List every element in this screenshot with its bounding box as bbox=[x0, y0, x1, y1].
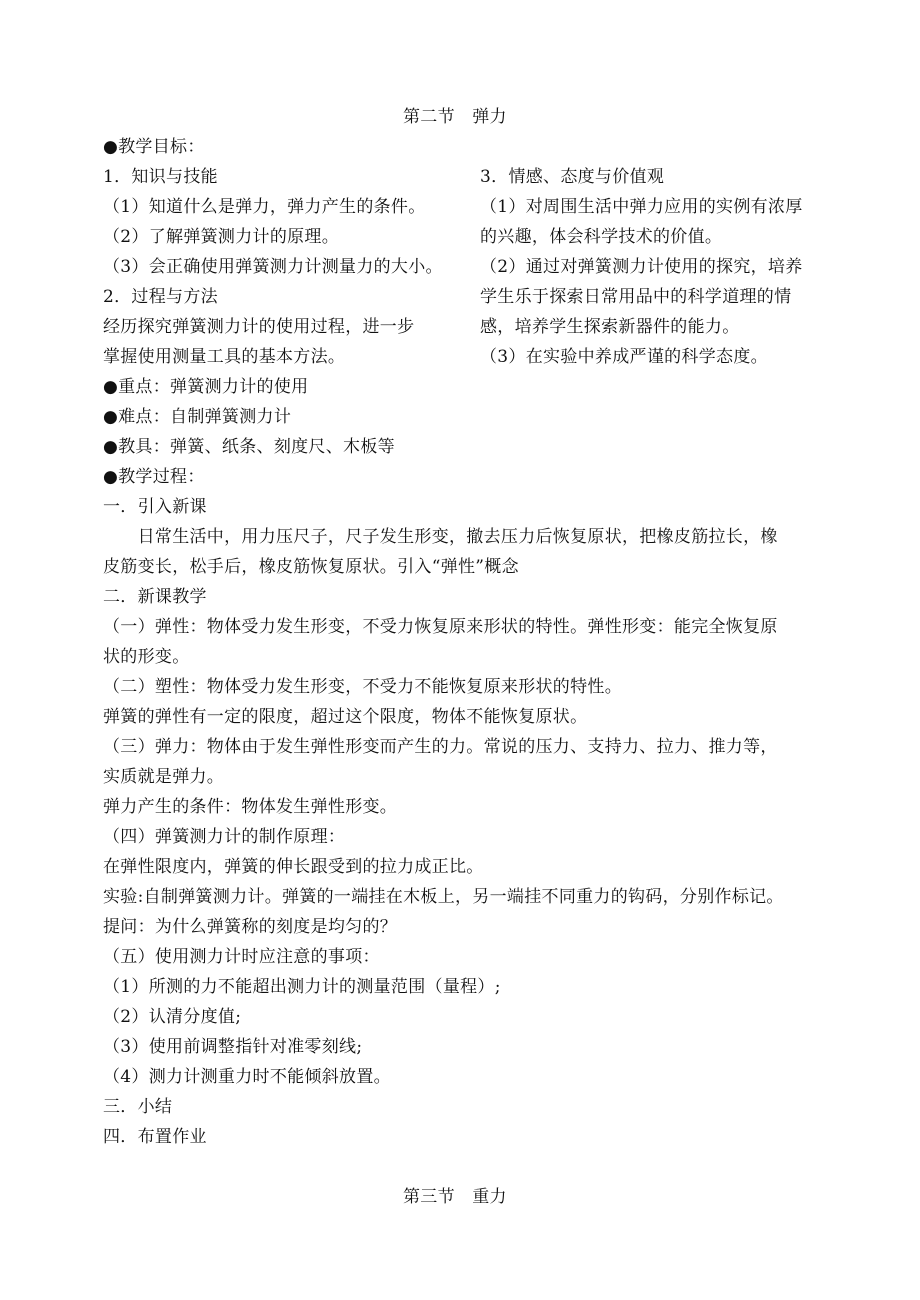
body-line: 三．小结 bbox=[103, 1097, 173, 1117]
left-line: 1．知识与技能 bbox=[103, 167, 218, 187]
right-line: （3）在实验中养成严谨的科学态度。 bbox=[480, 347, 768, 367]
body-line: （2）认清分度值; bbox=[103, 1007, 242, 1027]
left-line: （1）知道什么是弹力，弹力产生的条件。 bbox=[103, 197, 426, 217]
body-line: 二．新课教学 bbox=[103, 587, 207, 607]
body-line: （三）弹力：物体由于发生弹性形变而产生的力。常说的压力、支持力、拉力、推力等， bbox=[103, 737, 778, 757]
left-line: 经历探究弹簧测力计的使用过程，进一步 bbox=[103, 317, 415, 337]
section-2-title: 第二节 弹力 bbox=[403, 107, 507, 127]
body-line: ●难点：自制弹簧测力计 bbox=[103, 407, 292, 427]
body-line: 四．布置作业 bbox=[103, 1127, 207, 1147]
goals-heading: ●教学目标： bbox=[103, 137, 205, 157]
body-line: 一．引入新课 bbox=[103, 497, 207, 517]
body-line: 弹力产生的条件：物体发生弹性形变。 bbox=[103, 797, 398, 817]
body-line: ●教具：弹簧、纸条、刻度尺、木板等 bbox=[103, 437, 395, 457]
body-line: （1）所测的力不能超出测力计的测量范围（量程）; bbox=[103, 977, 501, 997]
body-line: ●重点：弹簧测力计的使用 bbox=[103, 377, 309, 397]
body-line: ●教学过程： bbox=[103, 467, 205, 487]
body-line: 日常生活中，用力压尺子，尺子发生形变，撤去压力后恢复原状，把橡皮筋拉长，橡 bbox=[103, 527, 778, 547]
body-line: （五）使用测力计时应注意的事项： bbox=[103, 947, 380, 967]
left-line: （2）了解弹簧测力计的原理。 bbox=[103, 227, 340, 247]
body-line: （一）弹性：物体受力发生形变，不受力恢复原来形状的特性。弹性形变：能完全恢复原 bbox=[103, 617, 778, 637]
body-line: 皮筋变长，松手后，橡皮筋恢复原状。引入“弹性”概念 bbox=[103, 557, 519, 577]
body-line: 在弹性限度内，弹簧的伸长跟受到的拉力成正比。 bbox=[103, 857, 484, 877]
body-line: （3）使用前调整指针对准零刻线; bbox=[103, 1037, 363, 1057]
body-line: （4）测力计测重力时不能倾斜放置。 bbox=[103, 1067, 391, 1087]
right-line: 学生乐于探索日常用品中的科学道理的情 bbox=[480, 287, 792, 307]
left-line: （3）会正确使用弹簧测力计测量力的大小。 bbox=[103, 257, 443, 277]
body-line: （四）弹簧测力计的制作原理： bbox=[103, 827, 346, 847]
body-line: 状的形变。 bbox=[103, 647, 190, 667]
body-line: 提问：为什么弹簧称的刻度是均匀的？ bbox=[103, 917, 398, 937]
body-line: 实质就是弹力。 bbox=[103, 767, 225, 787]
right-line: 的兴趣，体会科学技术的价值。 bbox=[480, 227, 723, 247]
body-line: （二）塑性：物体受力发生形变，不受力不能恢复原来形状的特性。 bbox=[103, 677, 622, 697]
section-3-title: 第三节 重力 bbox=[403, 1187, 507, 1207]
body-line: 实验:自制弹簧测力计。弹簧的一端挂在木板上，另一端挂不同重力的钩码，分别作标记。 bbox=[103, 887, 784, 907]
left-line: 2．过程与方法 bbox=[103, 287, 218, 307]
right-line: （1）对周围生活中弹力应用的实例有浓厚 bbox=[480, 197, 803, 217]
body-line: 弹簧的弹性有一定的限度，超过这个限度，物体不能恢复原状。 bbox=[103, 707, 588, 727]
right-line: 感，培养学生探索新器件的能力。 bbox=[480, 317, 740, 337]
left-line: 掌握使用测量工具的基本方法。 bbox=[103, 347, 346, 367]
right-line: （2）通过对弹簧测力计使用的探究，培养 bbox=[480, 257, 803, 277]
right-line: 3．情感、态度与价值观 bbox=[480, 167, 665, 187]
